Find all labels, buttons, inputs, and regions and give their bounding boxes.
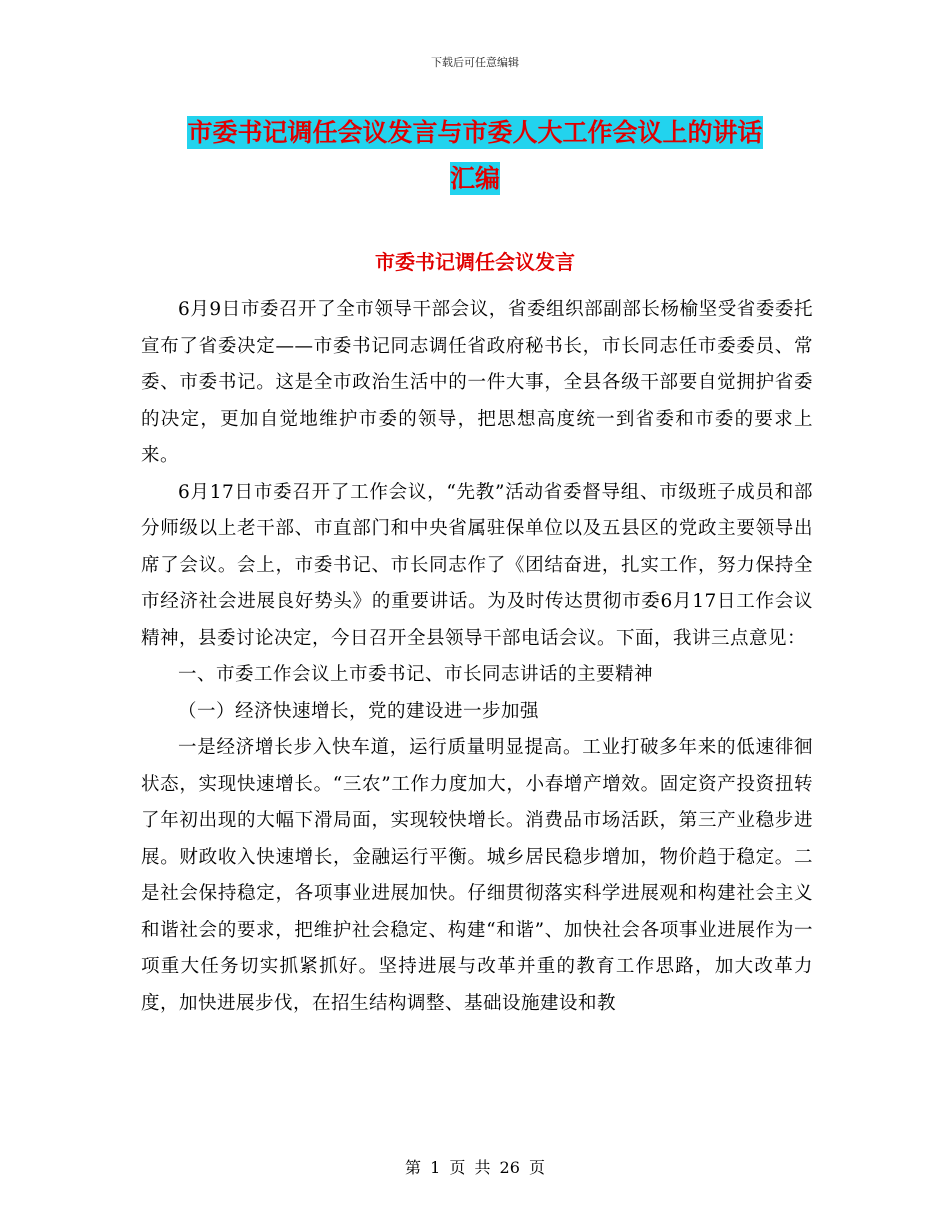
document-title	[140, 110, 810, 202]
document-title-line2: 汇编	[449, 164, 500, 193]
header-note: 下载后可任意编辑	[431, 56, 519, 69]
paragraph: 6月17日市委召开了工作会议，“先教”活动省委督导组、市级班子成员和部分师级以上老干部、市直部门和中央省属驻保单位以及五县区的党政主要领导出席了会议。会上，市委书记、市长同志作了《团结奋进，扎实工作，努力保持全市经济社会进展良好势头》的重要讲话。为及时传达贯彻市委6月17日工作会议精神，县委讨论决定，今日召开全县领导干部电话会议。下面，我讲三点意见：	[141, 481, 813, 649]
section-title: 市委书记调任会议发言	[375, 250, 575, 274]
paragraph: 6月9日市委召开了全市领导干部会议，省委组织部副部长杨榆坚受省委委托宣布了省委决定——市委书记同志调任省政府秘书长，市长同志任市委委员、常委、市委书记。这是全市政治生活中的一件大事，全县各级干部要自觉拥护省委的决定，更加自觉地维护市委的领导，把思想高度统一到省委和市委的要求上来。	[141, 299, 813, 466]
body-text	[141, 292, 813, 1022]
heading-level-1: 一、市委工作会议上市委书记、市长同志讲话的主要精神	[178, 664, 654, 685]
heading-level-2: （一）经济快速增长，党的建设进一步加强	[178, 700, 540, 722]
document-title-line1: 市委书记调任会议发言与市委人大工作会议上的讲话	[187, 118, 763, 147]
paragraph: 一是经济增长步入快车道，运行质量明显提高。工业打破多年来的低速徘徊状态，实现快速增长。“三农”工作力度加大，小春增产增效。固定资产投资扭转了年初出现的大幅下滑局面，实现较快增长。消费品市场活跃，第三产业稳步进展。财政收入快速增长，金融运行平衡。城乡居民稳步增加，物价趋于稳定。二是社会保持稳定，各项事业进展加快。仔细贯彻落实科学进展观和构建社会主义和谐社会的要求，把维护社会稳定、构建“和谐”、加快社会各项事业进展作为一项重大任务切实抓紧抓好。坚持进展与改革并重的教育工作思路，加大改革力度，加快进展步伐，在招生结构调整、基础设施建设和教	[141, 737, 813, 1014]
page-footer: 第 1 页 共 26 页	[405, 1158, 545, 1177]
